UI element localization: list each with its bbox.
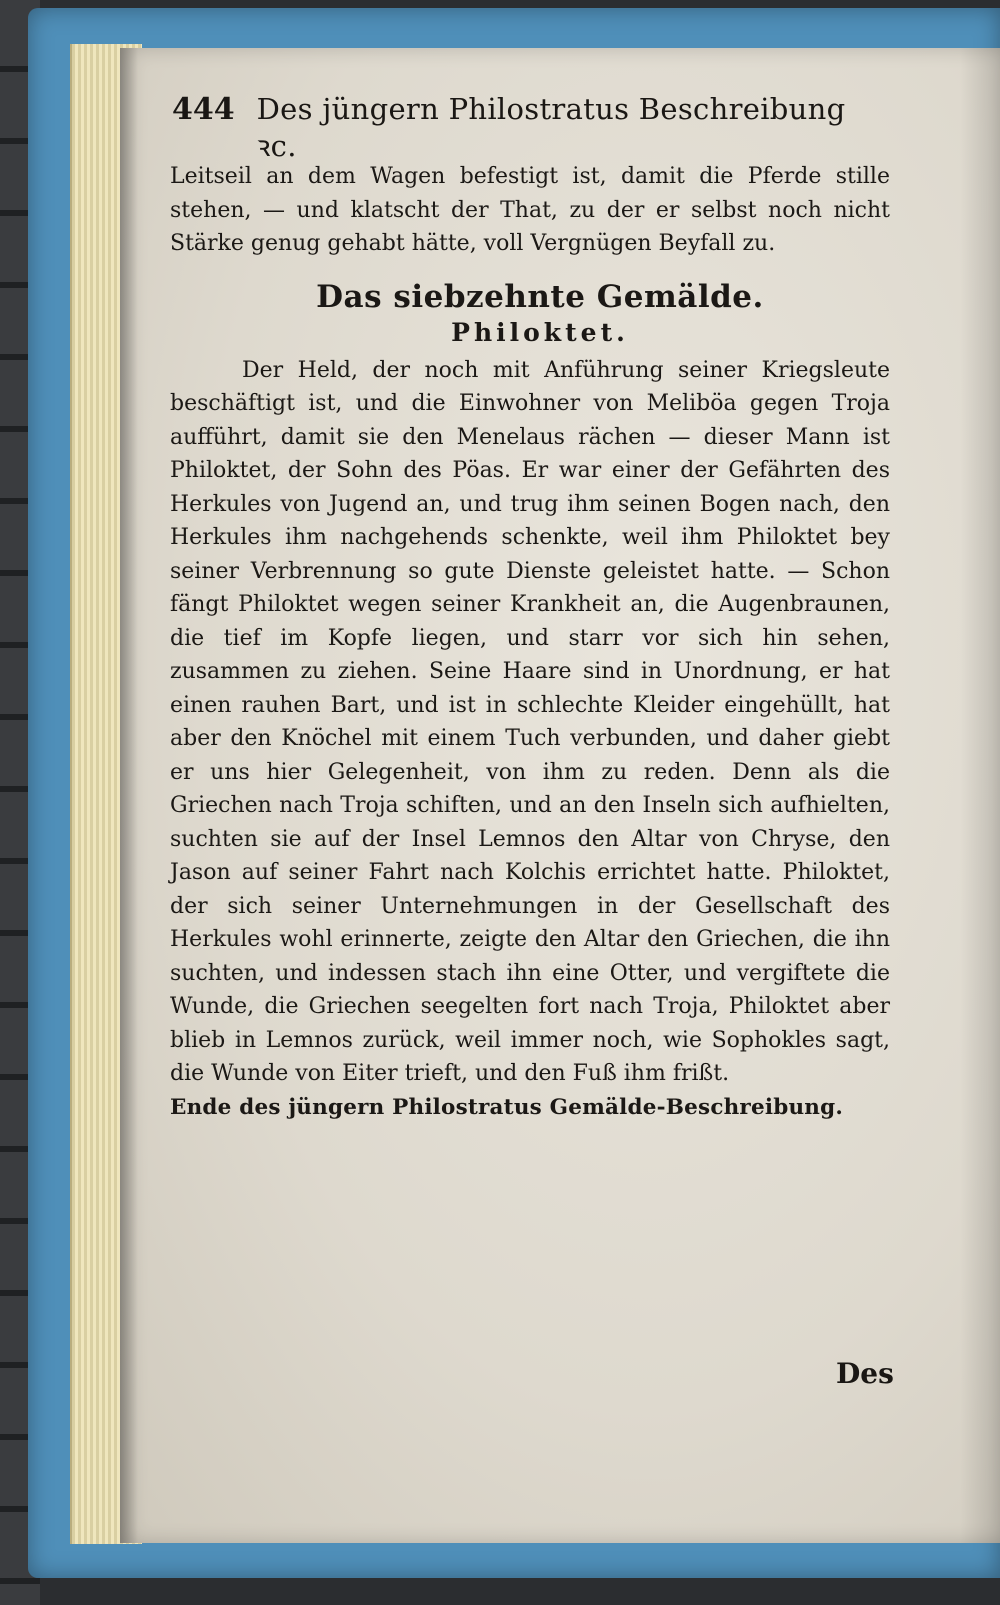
page-number: 444 [172, 92, 235, 127]
page-header [172, 92, 892, 165]
spine-shadow [120, 48, 138, 1543]
running-title: Des jüngern Philostratus Beschreibung ꝛc. [256, 92, 846, 163]
section-heading: Das siebzehnte Gemälde. [316, 278, 764, 315]
section-subheading: Philoktet. [451, 318, 629, 347]
text-block [170, 160, 890, 1124]
end-note: Ende des jüngern Philostratus Gemälde-Beschreibung. [170, 1094, 844, 1120]
main-paragraph: Der Held, der noch mit Anführung seiner Kriegsleute beschäftigt ist, und die Einwohner von Meliböa gegen Troja aufführt, damit sie den Menelaus rächen — dieser Mann ist Philoktet, der Sohn des Pöas. Er war einer der Gefährten des Herkules von Jugend an, und trug ihm seinen Bogen nach, den Herkules ihm nachgehends schenkte, weil ihm Philoktet bey seiner Verbrennung so gute Dienste geleistet hatte. — Schon fängt Philoktet wegen seiner Krankheit an, die Augenbraunen, die tief im Kopfe liegen, und starr vor sich hin sehen, zusammen zu ziehen. Seine Haare sind in Unordnung, er hat einen rauhen Bart, und ist in schlechte Kleider eingehüllt, hat aber den Knöchel mit einem Tuch verbunden, und daher giebt er uns hier Gelegenheit, von ihm zu reden. Denn als die Griechen nach Troja schiften, und an den Inseln sich aufhielten, suchten sie auf der Insel Lemnos den Altar von Chryse, den Jason auf seiner Fahrt nach Kolchis errichtet hatte. Philoktet, der sich seiner Unternehmungen in der Gesellschaft des Herkules wohl erinnerte, zeigte den Altar den Griechen, die ihn suchten, und indessen stach ihn eine Otter, und vergiftete die Wunde, die Griechen seegelten fort nach Troja, Philoktet aber blieb in Lemnos zurück, weil immer noch, wie Sophokles sagt, die Wunde von Eiter trieft, und den Fuß ihm frißt. [170, 357, 890, 1086]
opening-paragraph: Leitseil an dem Wagen befestigt ist, damit die Pferde stille stehen, — und klatscht der That, zu der er selbst noch nicht Stärke genug gehabt hätte, voll Vergnügen Beyfall zu. [170, 164, 890, 256]
catchword: Des [836, 1357, 894, 1390]
